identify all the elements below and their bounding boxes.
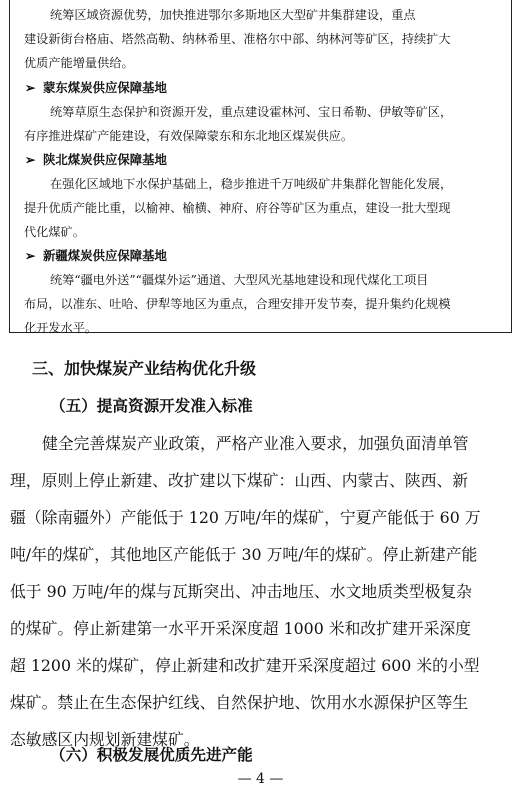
box-shanbei-line-2: 提升优质产能比重，以榆神、榆横、神府、府谷等矿区为重点，建设一批大型现 (24, 201, 451, 215)
body-line-4: 吨/年的煤矿，其他地区产能低于 30 万吨/年的煤矿。停止新建产能 (10, 545, 478, 564)
box-shanbei-line-3: 代化煤矿。 (24, 225, 85, 239)
box-xinjiang-line-1: 统筹“疆电外送”“疆煤外运”通道、大型风光基地建设和现代煤化工项目 (50, 273, 429, 287)
box-heading-xinjiang: ➢ 新疆煤炭供应保障基地 (25, 248, 167, 263)
box-mengdong-line-2: 有序推进煤矿产能建设，有效保障蒙东和东北地区煤炭供应。 (24, 129, 354, 143)
body-line-7: 超 1200 米的煤矿，停止新建和改扩建开采深度超过 600 米的小型 (10, 656, 480, 675)
box-mengdong-line-1: 统筹草原生态保护和资源开发，重点建设霍林河、宝日希勒、伊敏等矿区， (50, 105, 453, 119)
body-line-9: 态敏感区内规划新建煤矿。 (10, 730, 200, 749)
box-intro-line-3: 优质产能增量供给。 (24, 56, 134, 70)
box-xinjiang-line-3: 化开发水平。 (24, 321, 98, 335)
body-line-3: 疆（除南疆外）产能低于 120 万吨/年的煤矿，宁夏产能低于 60 万 (10, 508, 481, 527)
body-line-8: 煤矿。禁止在生态保护红线、自然保护地、饮用水水源保护区等生 (10, 693, 469, 712)
box-shanbei-line-1: 在强化区域地下水保护基础上，稳步推进千万吨级矿井集群化智能化发展， (50, 177, 453, 191)
subsection-title-6: （六）积极发展优质先进产能 (50, 745, 253, 764)
box-intro-line-1: 统筹区域资源优势，加快推进鄂尔多斯地区大型矿井集群建设，重点 (50, 8, 416, 22)
box-intro-line-2: 建设新街台格庙、塔然高勒、纳林希里、准格尔中部、纳林河等矿区，持续扩大 (24, 32, 451, 46)
body-line-6: 的煤矿。停止新建第一水平开采深度超 1000 米和改扩建开采深度 (10, 619, 471, 638)
page-number: — 4 — (237, 771, 284, 787)
section-title: 三、加快煤炭产业结构优化升级 (32, 359, 257, 378)
arrow-bullet-icon: ➢ (25, 80, 36, 95)
box-xinjiang-line-2: 布局，以准东、吐哈、伊犁等地区为重点，合理安排开发节奏，提升集约化规模 (24, 297, 451, 311)
box-heading-mengdong: ➢ 蒙东煤炭供应保障基地 (25, 80, 167, 95)
body-line-1: 健全完善煤炭产业政策，严格产业准入要求，加强负面清单管 (42, 434, 469, 453)
arrow-bullet-icon: ➢ (25, 248, 36, 263)
subsection-title-5: （五）提高资源开发准入标准 (50, 396, 253, 415)
body-line-5: 低于 90 万吨/年的煤与瓦斯突出、冲击地压、水文地质类型极复杂 (10, 582, 472, 601)
body-line-2: 理，原则上停止新建、改扩建以下煤矿：山西、内蒙古、陕西、新 (10, 471, 469, 490)
box-heading-shanbei: ➢ 陕北煤炭供应保障基地 (25, 152, 167, 167)
arrow-bullet-icon: ➢ (25, 152, 36, 167)
